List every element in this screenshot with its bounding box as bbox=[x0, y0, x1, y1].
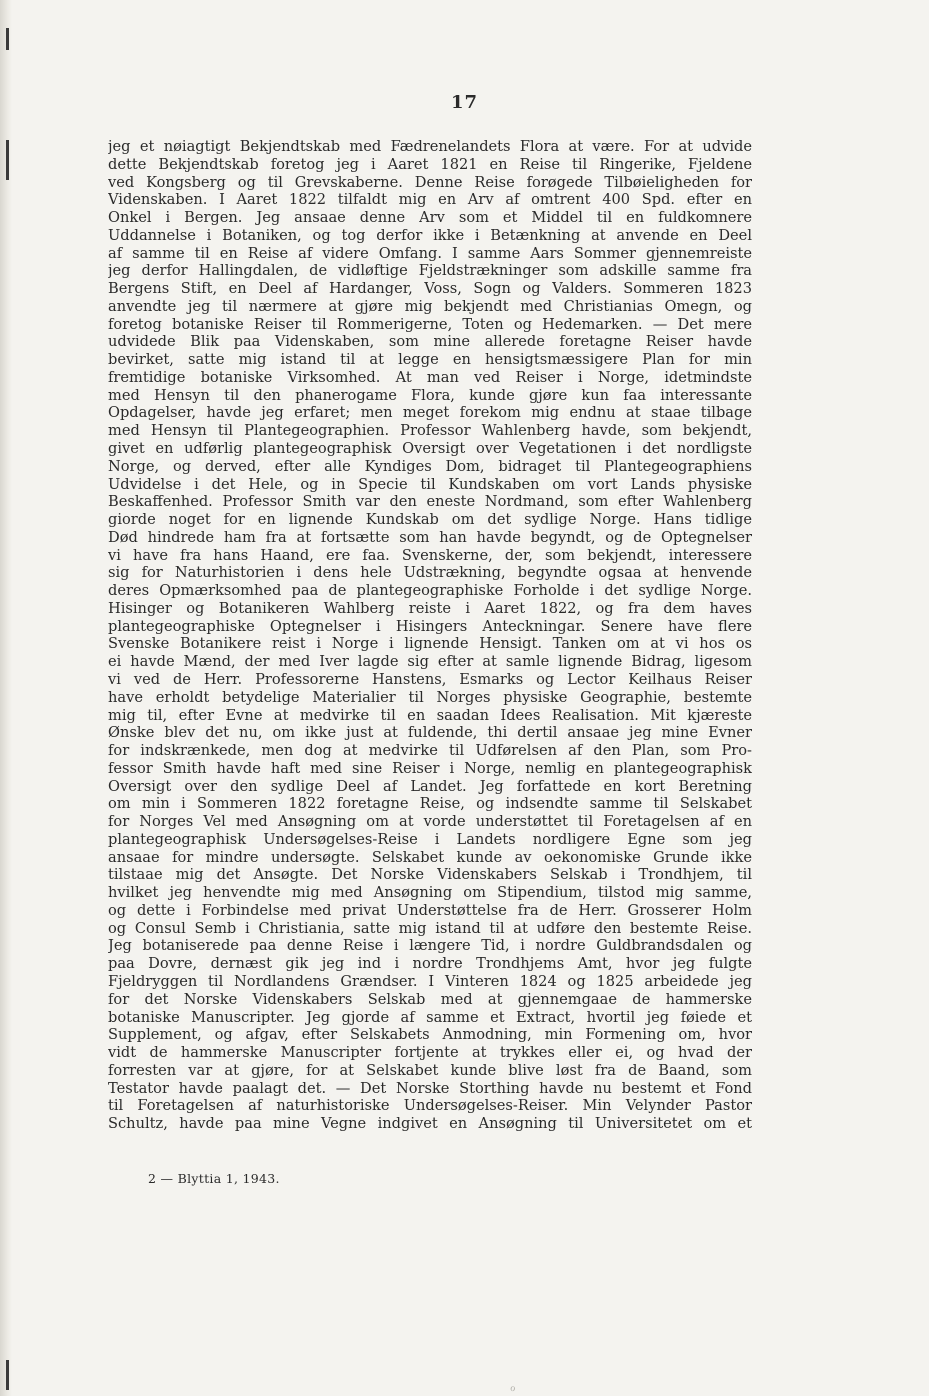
text-line: Beskaffenhed. Professor Smith var den eneste Nordmand, som efter Wahlenberg bbox=[108, 493, 752, 511]
text-line: fessor Smith havde haft med sine Reiser i Norge, nemlig en plantegeographisk bbox=[108, 759, 752, 777]
text-line: ei havde Mænd, der med Iver lagde sig efter at samle lignende Bidrag, ligesom bbox=[108, 653, 752, 671]
text-line: med Hensyn til Plantegeographien. Professor Wahlenberg havde, som bekjendt, bbox=[108, 422, 752, 440]
text-line: sig for Naturhistorien i dens hele Udstrækning, begyndte ogsaa at henvende bbox=[108, 564, 752, 582]
binding-mark bbox=[6, 28, 9, 50]
text-line: Jeg botaniserede paa denne Reise i længere Tid, i nordre Guldbrandsdalen og bbox=[108, 937, 752, 955]
text-line: om min i Sommeren 1822 foretagne Reise, og indsendte samme til Selskabet bbox=[108, 795, 752, 813]
text-line: jeg et nøiagtigt Bekjendtskab med Fædrenelandets Flora at være. For at udvide bbox=[108, 138, 752, 155]
text-line: Opdagelser, havde jeg erfaret; men meget forekom mig endnu at staae tilbage bbox=[108, 404, 752, 422]
text-line: Svenske Botanikere reist i Norge i lignende Hensigt. Tanken om at vi hos os bbox=[108, 635, 752, 653]
text-line: jeg derfor Hallingdalen, de vidløftige Fjeldstrækninger som adskille samme fra bbox=[108, 262, 752, 280]
text-line: tilstaae mig det Ansøgte. Det Norske Videnskabers Selskab i Trondhjem, til bbox=[108, 866, 752, 884]
text-line: Videnskaben. I Aaret 1822 tilfaldt mig en Arv af omtrent 400 Spd. efter en bbox=[108, 191, 752, 209]
text-line: hvilket jeg henvendte mig med Ansøgning om Stipendium, tilstod mig samme, bbox=[108, 884, 752, 902]
footer-citation: 2 — Blyttia 1, 1943. bbox=[148, 1171, 280, 1186]
text-line: deres Opmærksomhed paa de plantegeographiske Forholde i det sydlige Norge. bbox=[108, 582, 752, 600]
text-line: for indskrænkede, men dog at medvirke til Udførelsen af den Plan, som Pro- bbox=[108, 742, 752, 760]
text-line: anvendte jeg til nærmere at gjøre mig bekjendt med Christianias Omegn, og bbox=[108, 297, 752, 315]
text-line: plantegeographisk Undersøgelses-Reise i Landets nordligere Egne som jeg bbox=[108, 830, 752, 848]
text-line: giorde noget for en lignende Kundskab om det sydlige Norge. Hans tidlige bbox=[108, 511, 752, 529]
text-line: foretog botaniske Reiser til Rommerigerne, Toten og Hedemarken. — Det mere bbox=[108, 315, 752, 333]
text-line: til Foretagelsen af naturhistoriske Undersøgelses-Reiser. Min Velynder Pastor bbox=[108, 1097, 752, 1115]
text-line: forresten var at gjøre, for at Selskabet kunde blive løst fra de Baand, som bbox=[108, 1061, 752, 1079]
text-line: ansaae for mindre undersøgte. Selskabet kunde av oekonomiske Grunde ikke bbox=[108, 848, 752, 866]
text-line: vidt de hammerske Manuscripter fortjente at trykkes eller ei, og hvad der bbox=[108, 1044, 752, 1062]
text-line: dette Bekjendtskab foretog jeg i Aaret 1821 en Reise til Ringerike, Fjeldene bbox=[108, 155, 752, 173]
text-line: vi ved de Herr. Professorerne Hanstens, Esmarks og Lector Keilhaus Reiser bbox=[108, 670, 752, 688]
text-line: og dette i Forbindelse med privat Understøttelse fra de Herr. Grosserer Holm bbox=[108, 901, 752, 919]
pencil-mark: ℴ bbox=[510, 1380, 516, 1394]
text-line: Schultz, havde paa mine Vegne indgivet en Ansøgning til Universitetet om et bbox=[108, 1115, 752, 1133]
text-line: Hisinger og Botanikeren Wahlberg reiste i Aaret 1822, og fra dem haves bbox=[108, 599, 752, 617]
text-line: Onkel i Bergen. Jeg ansaae denne Arv som et Middel til en fuldkomnere bbox=[108, 209, 752, 227]
binding-mark bbox=[6, 1360, 9, 1390]
text-line: med Hensyn til den phanerogame Flora, kunde gjøre kun faa interessante bbox=[108, 386, 752, 404]
text-line: for Norges Vel med Ansøgning om at vorde understøttet til Foretagelsen af en bbox=[108, 813, 752, 831]
text-line: bevirket, satte mig istand til at legge en hensigtsmæssigere Plan for min bbox=[108, 351, 752, 369]
text-line: givet en udførlig plantegeographisk Oversigt over Vegetationen i det nordligste bbox=[108, 440, 752, 458]
text-line: botaniske Manuscripter. Jeg gjorde af samme et Extract, hvortil jeg føiede et bbox=[108, 1008, 752, 1026]
text-line: paa Dovre, dernæst gik jeg ind i nordre Trondhjems Amt, hvor jeg fulgte bbox=[108, 955, 752, 973]
binding-edge bbox=[0, 0, 12, 1396]
text-line: Død hindrede ham fra at fortsætte som han havde begyndt, og de Optegnelser bbox=[108, 528, 752, 546]
text-line: Uddannelse i Botaniken, og tog derfor ikke i Betænkning at anvende en Deel bbox=[108, 226, 752, 244]
text-line: udvidede Blik paa Videnskaben, som mine allerede foretagne Reiser havde bbox=[108, 333, 752, 351]
text-line: have erholdt betydelige Materialier til Norges physiske Geographie, bestemte bbox=[108, 688, 752, 706]
text-line: Testator havde paalagt det. — Det Norske Storthing havde nu bestemt et Fond bbox=[108, 1079, 752, 1097]
text-line: fremtidige botaniske Virksomhed. At man ved Reiser i Norge, idetmindste bbox=[108, 368, 752, 386]
text-line: vi have fra hans Haand, ere faa. Svenskerne, der, som bekjendt, interessere bbox=[108, 546, 752, 564]
text-line: Ønske blev det nu, om ikke just at fuldende, thi dertil ansaae jeg mine Evner bbox=[108, 724, 752, 742]
binding-mark bbox=[6, 140, 9, 180]
text-line: Supplement, og afgav, efter Selskabets Anmodning, min Formening om, hvor bbox=[108, 1026, 752, 1044]
text-line: ved Kongsberg og til Grevskaberne. Denne Reise forøgede Tilbøieligheden for bbox=[108, 173, 752, 191]
text-line: plantegeographiske Optegnelser i Hisingers Anteckningar. Senere have flere bbox=[108, 617, 752, 635]
text-line: for det Norske Videnskabers Selskab med at gjennemgaae de hammerske bbox=[108, 990, 752, 1008]
page-number: 17 bbox=[450, 92, 479, 113]
text-line: Bergens Stift, en Deel af Hardanger, Voss, Sogn og Valders. Sommeren 1823 bbox=[108, 280, 752, 298]
text-line: Udvidelse i det Hele, og in Specie til Kundskaben om vort Lands physiske bbox=[108, 475, 752, 493]
text-line: Fjeldryggen til Nordlandens Grændser. I Vinteren 1824 og 1825 arbeidede jeg bbox=[108, 972, 752, 990]
text-line: af samme til en Reise af videre Omfang. I samme Aars Sommer gjennemreiste bbox=[108, 244, 752, 262]
body-text bbox=[108, 138, 752, 1133]
text-line: mig til, efter Evne at medvirke til en saadan Idees Realisation. Mit kjæreste bbox=[108, 706, 752, 724]
text-line: Oversigt over den sydlige Deel af Landet. Jeg forfattede en kort Beretning bbox=[108, 777, 752, 795]
text-line: Norge, og derved, efter alle Kyndiges Dom, bidraget til Plantegeographiens bbox=[108, 457, 752, 475]
text-line: og Consul Semb i Christiania, satte mig istand til at udføre den bestemte Reise. bbox=[108, 919, 752, 937]
